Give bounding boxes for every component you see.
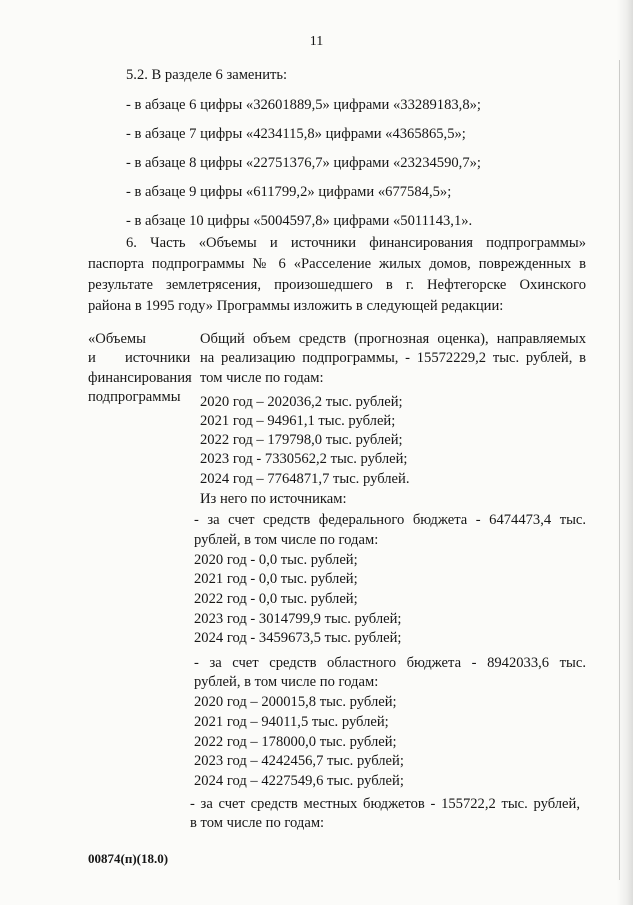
year-line: 2022 год – 178000,0 тыс. рублей; (194, 734, 397, 750)
label-line: и (88, 350, 96, 366)
year-line: 2020 год - 0,0 тыс. рублей; (194, 552, 358, 568)
funding-line: - за счет средств областного бюджета - 8942033,6 тыс. (194, 655, 586, 671)
funding-line: Общий объем средств (прогнозная оценка), направляемых (200, 331, 586, 347)
funding-line: в том числе по годам: (190, 815, 325, 831)
year-line: 2020 год – 202036,2 тыс. рублей; (200, 394, 403, 410)
funding-line: - за счет средств местных бюджетов - 155722,2 тыс. рублей, (190, 796, 580, 812)
funding-line: рублей, в том числе по годам: (194, 532, 379, 548)
funding-line: - за счет средств федерального бюджета - 6474473,4 тыс. (194, 512, 586, 528)
paragraph-line: района в 1995 году» Программы изложить в следующей редакции: (88, 298, 504, 314)
sources-label: Из него по источникам: (200, 491, 347, 507)
section-heading: 5.2. В разделе 6 заменить: (126, 67, 288, 83)
funding-line: на реализацию подпрограммы, - 15572229,2 тыс. рублей, в (200, 350, 586, 366)
funding-line: рублей, в том числе по годам: (194, 674, 379, 690)
replacement-line: - в абзаце 8 цифры «22751376,7» цифрами «23234590,7»; (126, 155, 481, 171)
label-line: финансирования (88, 370, 192, 386)
year-line: 2022 год - 0,0 тыс. рублей; (194, 591, 358, 607)
year-line: 2021 год - 0,0 тыс. рублей; (194, 571, 358, 587)
year-line: 2021 год – 94961,1 тыс. рублей; (200, 413, 396, 429)
replacement-line: - в абзаце 9 цифры «611799,2» цифрами «677584,5»; (126, 184, 452, 200)
year-line: 2022 год – 179798,0 тыс. рублей; (200, 432, 403, 448)
paragraph-line: 6. Часть «Объемы и источники финансирования подпрограммы» (126, 235, 586, 251)
footer-code: 00874(п)(18.0) (88, 851, 169, 866)
year-line: 2024 год – 7764871,7 тыс. рублей. (200, 471, 410, 487)
year-line: 2024 год – 4227549,6 тыс. рублей; (194, 773, 404, 789)
year-line: 2021 год – 94011,5 тыс. рублей; (194, 714, 389, 730)
label-line: подпрограммы (88, 389, 181, 405)
page-number: 11 (309, 34, 324, 49)
year-line: 2023 год – 4242456,7 тыс. рублей; (194, 753, 404, 769)
paragraph-line: паспорта подпрограммы № 6 «Расселение жилых домов, поврежденных в (88, 256, 586, 272)
label-line: источники (125, 350, 191, 366)
year-line: 2024 год - 3459673,5 тыс. рублей; (194, 630, 402, 646)
replacement-line: - в абзаце 10 цифры «5004597,8» цифрами «5011143,1». (126, 213, 473, 229)
year-line: 2023 год - 7330562,2 тыс. рублей; (200, 451, 408, 467)
scan-edge-line (619, 60, 620, 880)
replacement-line: - в абзаце 6 цифры «32601889,5» цифрами «33289183,8»; (126, 97, 481, 113)
year-line: 2020 год – 200015,8 тыс. рублей; (194, 694, 397, 710)
paragraph-line: результате землетрясения, произошедшего в г. Нефтегорске Охинского (88, 277, 586, 293)
year-line: 2023 год - 3014799,9 тыс. рублей; (194, 611, 402, 627)
replacement-line: - в абзаце 7 цифры «4234115,8» цифрами «4365865,5»; (126, 126, 466, 142)
funding-line: том числе по годам: (200, 370, 324, 386)
label-line: «Объемы (88, 331, 146, 347)
